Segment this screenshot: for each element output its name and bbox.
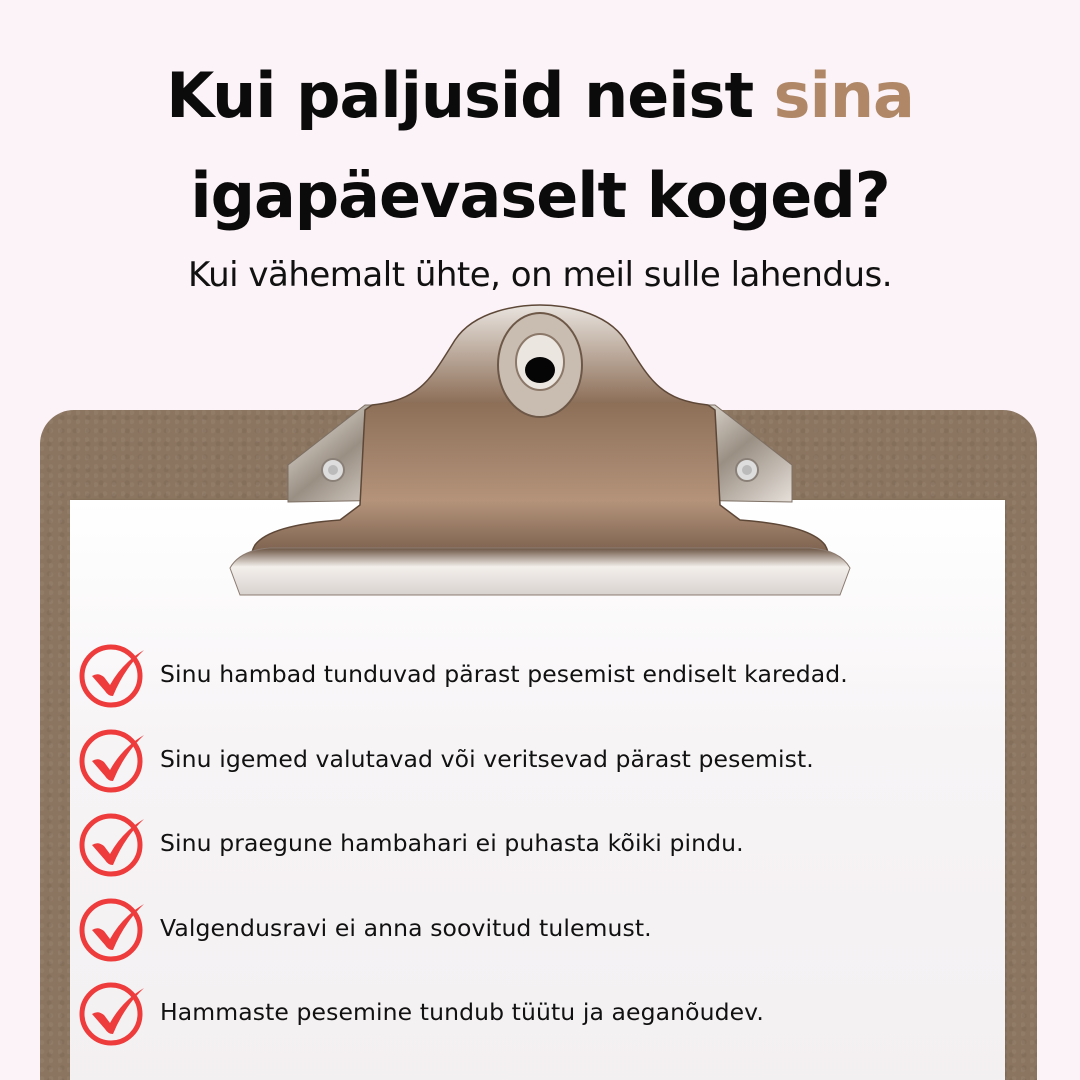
red-circle-checkmark-icon: [78, 639, 148, 709]
checklist-item: [78, 717, 1008, 802]
red-circle-checkmark-icon: [78, 893, 148, 963]
headline-prefix: Kui paljusid neist: [166, 59, 774, 132]
checklist-item: [78, 632, 1008, 717]
subheadline: Kui vähemalt ühte, on meil sulle lahendus.: [187, 255, 893, 295]
headline-line-1: [0, 60, 1080, 132]
checklist-item-text: Valgendusravi ei anna soovitud tulemust.: [160, 913, 652, 942]
checklist-item-text: Sinu praegune hambahari ei puhasta kõiki pindu.: [160, 829, 744, 858]
red-circle-checkmark-icon: [78, 977, 148, 1047]
checklist-item: [78, 886, 1008, 971]
checklist-item-text: Hammaste pesemine tundub tüütu ja aeganõudev.: [160, 998, 764, 1027]
checklist: [78, 632, 1008, 1055]
checklist-item-text: Sinu hambad tunduvad pärast pesemist endiselt karedad.: [160, 660, 848, 689]
red-circle-checkmark-icon: [78, 808, 148, 878]
metal-clipboard-clip-icon: [200, 300, 880, 610]
checklist-item: [78, 801, 1008, 886]
headline-accent-word: sina: [773, 59, 914, 132]
headline-line-2: igapäevaselt koged?: [190, 159, 890, 232]
checklist-item: [78, 970, 1008, 1055]
red-circle-checkmark-icon: [78, 724, 148, 794]
checklist-item-text: Sinu igemed valutavad või veritsevad pärast pesemist.: [160, 744, 814, 773]
